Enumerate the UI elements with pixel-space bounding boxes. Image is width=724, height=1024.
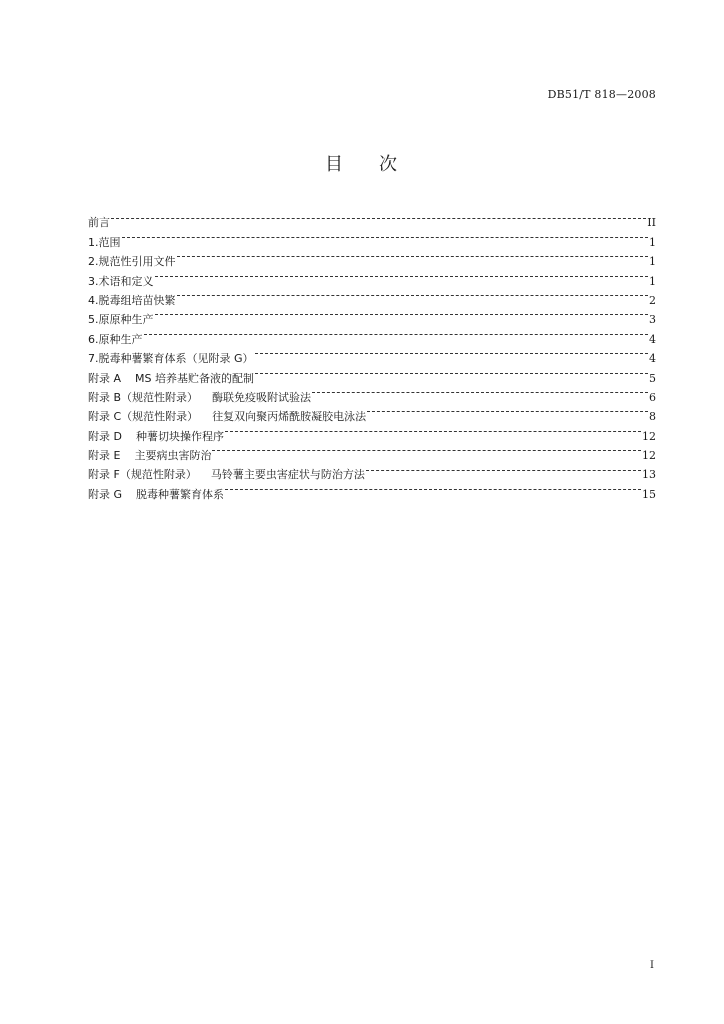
toc-dot-leader (154, 265, 650, 284)
toc-dot-leader (224, 478, 642, 497)
toc-entry-page: II (647, 216, 656, 230)
toc-title (0, 150, 724, 176)
toc-entry-page: 1 (649, 274, 656, 288)
toc-dot-leader (121, 226, 650, 245)
toc-entry-label (88, 388, 311, 407)
toc-entry-page: 3 (649, 313, 656, 327)
toc-dot-leader (110, 207, 647, 226)
toc-entry-page: 13 (642, 468, 656, 482)
toc-dot-leader (224, 420, 642, 439)
toc-entry-label (88, 369, 254, 388)
toc-entry-annex-id: 附录 F（规范性附录） (88, 468, 197, 482)
toc-entry-label: 7.脱毒种薯繁育体系（见附录 G） (88, 352, 254, 366)
page-number: I (650, 960, 654, 971)
toc-list (88, 207, 656, 501)
toc-entry-annex-title: 种薯切块操作程序 (135, 429, 224, 443)
toc-entry[interactable] (88, 304, 656, 327)
toc-entry-label: 3.术语和定义 (88, 274, 154, 288)
toc-entry-annex-title: MS 培养基贮备液的配制 (135, 371, 255, 385)
toc-entry-page: 2 (649, 293, 656, 307)
toc-entry-annex-id: 附录 A (88, 371, 122, 385)
toc-dot-leader (154, 304, 650, 323)
toc-entry-page: 15 (642, 487, 656, 501)
toc-entry-page: 5 (649, 371, 656, 385)
toc-entry-page: 8 (649, 410, 656, 424)
toc-entry-label (88, 485, 224, 504)
toc-entry[interactable] (88, 207, 656, 230)
toc-dot-leader (365, 459, 642, 478)
toc-entry-annex-title: 主要病虫害防治 (134, 449, 212, 463)
toc-dot-leader (176, 246, 650, 265)
toc-entry-annex-id: 附录 E (88, 449, 121, 463)
toc-entry-annex-id: 附录 C（规范性附录） (88, 410, 199, 424)
toc-entry-page: 4 (649, 352, 656, 366)
toc-title-part1: 目 (325, 154, 345, 175)
toc-entry[interactable] (88, 323, 656, 346)
toc-entry-annex-id: 附录 D (88, 429, 122, 443)
toc-dot-leader (254, 343, 649, 362)
toc-entry-page: 12 (642, 429, 656, 443)
toc-entry-label: 1.范围 (88, 235, 121, 249)
toc-entry-annex-title: 往复双向聚丙烯酰胺凝胶电泳法 (212, 410, 367, 424)
toc-dot-leader (366, 401, 649, 420)
toc-dot-leader (311, 382, 649, 401)
toc-entry-annex-id: 附录 G (88, 487, 123, 501)
toc-entry-annex-title: 脱毒种薯繁育体系 (136, 487, 225, 501)
toc-entry-page: 6 (649, 390, 656, 404)
toc-entry-label: 前言 (88, 216, 110, 230)
toc-dot-leader (176, 285, 650, 304)
toc-entry[interactable] (88, 226, 656, 249)
toc-entry-label (88, 446, 211, 465)
toc-entry-label: 2.规范性引用文件 (88, 255, 176, 269)
toc-title-part2: 次 (379, 154, 399, 175)
document-code: DB51/T 818—2008 (547, 88, 656, 101)
toc-dot-leader (254, 362, 649, 381)
toc-entry-label: 6.原种生产 (88, 332, 143, 346)
toc-dot-leader (143, 323, 650, 342)
toc-entry-page: 1 (649, 255, 656, 269)
toc-entry-page: 4 (649, 332, 656, 346)
toc-dot-leader (211, 440, 642, 459)
toc-entry-annex-title: 酶联免疫吸附试验法 (212, 390, 312, 404)
toc-entry-label: 4.脱毒组培苗快繁 (88, 293, 176, 307)
toc-entry-label: 5.原原种生产 (88, 313, 154, 327)
toc-entry-label (88, 427, 224, 446)
toc-entry[interactable] (88, 343, 656, 366)
toc-entry-page: 1 (649, 235, 656, 249)
toc-entry-annex-id: 附录 B（规范性附录） (88, 390, 199, 404)
toc-entry[interactable] (88, 265, 656, 288)
toc-entry-annex-title: 马铃薯主要虫害症状与防治方法 (210, 468, 365, 482)
toc-entry-page: 12 (642, 449, 656, 463)
toc-entry[interactable] (88, 246, 656, 269)
toc-entry[interactable] (88, 285, 656, 307)
